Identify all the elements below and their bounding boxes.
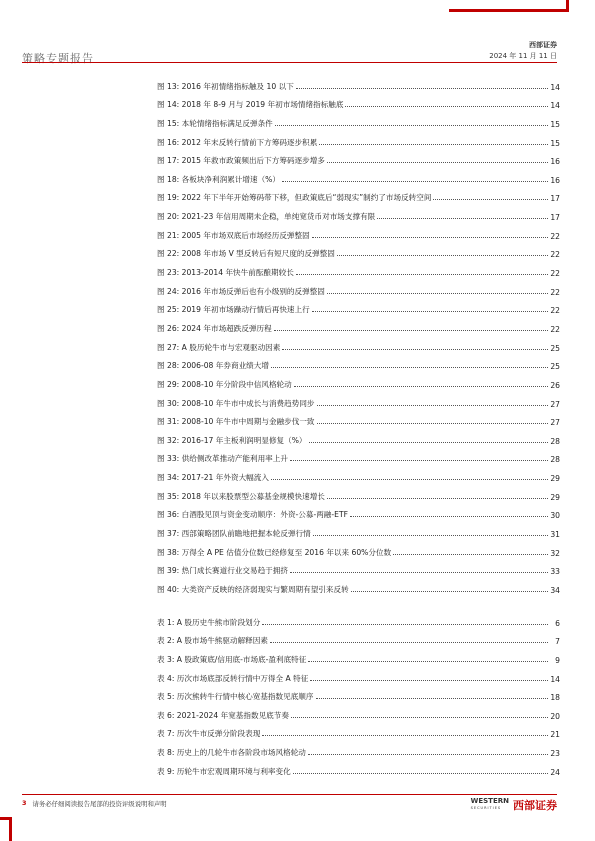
toc-entry-page: 20 (550, 711, 560, 721)
toc-entry[interactable] (157, 315, 560, 334)
toc-entry[interactable] (157, 684, 560, 703)
toc-entry-page: 26 (550, 380, 560, 390)
toc-entry-label: 图 31: 2008-10 年牛市中周期与金融步伐一致 (157, 417, 315, 427)
dot-leader (316, 698, 549, 699)
dot-leader (294, 386, 548, 387)
toc-entry-label: 图 17: 2015 年救市政策频出后下方筹码逐步增多 (157, 156, 325, 166)
toc-entry-page: 17 (550, 194, 560, 204)
toc-entry[interactable] (157, 73, 560, 92)
dot-leader (327, 498, 548, 499)
toc-entry-label: 图 20: 2021-23 年信用周期未企稳，单纯宽货币对市场支撑有限 (157, 212, 376, 222)
toc-entry[interactable] (157, 110, 560, 129)
disclaimer-text: 请务必仔细阅读报告尾部的投资评级说明和声明 (32, 800, 167, 808)
toc-entry-label: 图 16: 2012 年末反转行情前下方筹码逐步积累 (157, 137, 318, 147)
toc-entry[interactable] (157, 702, 560, 721)
header-divider (22, 62, 557, 63)
dot-leader (296, 274, 548, 275)
toc-entry[interactable] (157, 185, 560, 204)
header-date: 2024 年 11 月 11 日 (489, 52, 557, 60)
report-type-title: 策略专题报告 (22, 52, 94, 65)
toc-entry-page: 14 (550, 101, 560, 111)
dot-leader (309, 442, 548, 443)
dot-leader (270, 642, 548, 643)
dot-leader (312, 311, 548, 312)
toc-entry-label: 图 18: 各板块净利润累计增速（%） (157, 174, 280, 184)
toc-entry-label: 表 5: 历次熊转牛行情中核心宽基指数见底顺序 (157, 692, 314, 702)
toc-entry[interactable] (157, 609, 560, 628)
dot-leader (262, 624, 548, 625)
page-number: 3 (22, 799, 27, 807)
dot-leader (319, 144, 548, 145)
toc-entry-page: 24 (550, 767, 560, 777)
toc-entry-label: 表 9: 历轮牛市宏观周期环境与利率变化 (157, 766, 291, 776)
toc-entry-label: 图 40: 大类资产反映的经济弱现实与繁周期有望引来反转 (157, 584, 349, 594)
toc-entry-page: 22 (550, 287, 560, 297)
toc-entry[interactable] (157, 558, 560, 577)
toc-entry-label: 图 25: 2019 年初市场躁动行情后再快速上行 (157, 305, 310, 315)
figure-list (157, 73, 560, 595)
toc-entry-page: 22 (550, 324, 560, 334)
decorative-corner-top (449, 0, 569, 12)
logo-english (471, 798, 509, 812)
toc-entry[interactable] (157, 148, 560, 167)
toc-entry[interactable] (157, 739, 560, 758)
toc-entry[interactable] (157, 721, 560, 740)
toc-entry-page: 16 (550, 175, 560, 185)
toc-entry[interactable] (157, 502, 560, 521)
header-brand: 西部证券 (529, 41, 557, 49)
toc-entry-label: 图 19: 2022 年下半年开始筹码带下移，但政策底后“弱现实”制约了市场反转空间 (157, 193, 432, 203)
toc-entry-label: 图 27: A 股历轮牛市与宏观驱动因素 (157, 342, 281, 352)
toc-entry-label: 图 35: 2018 年以来股票型公募基金规模快速增长 (157, 491, 325, 501)
dot-leader (377, 218, 548, 219)
dot-leader (345, 106, 548, 107)
dot-leader (271, 479, 548, 480)
toc-entry-label: 表 6: 2021-2024 年宽基指数见底节奏 (157, 710, 289, 720)
toc-entry-page: 22 (550, 231, 560, 241)
footer-note (22, 799, 167, 808)
toc-entry-page: 23 (550, 749, 560, 759)
dot-leader (274, 330, 548, 331)
list-gap (157, 595, 560, 609)
toc-entry-page: 25 (550, 362, 560, 372)
toc-entry-label: 图 30: 2008-10 年牛市中成长与消费趋势同步 (157, 398, 315, 408)
toc-entry-label: 图 36: 白酒股见顶与资金变动顺序：外资-公募-两融-ETF (157, 510, 348, 520)
toc-entry-page: 27 (550, 418, 560, 428)
logo-english-main: WESTERN (470, 797, 509, 805)
dot-leader (351, 591, 548, 592)
toc-entry-page: 34 (550, 585, 560, 595)
toc-entry-label: 图 37: 西部策略团队前瞻地把握本轮反弹行情 (157, 529, 311, 539)
logo-chinese: 西部证券 (513, 799, 557, 812)
toc-entry[interactable] (157, 278, 560, 297)
toc-entry-page: 14 (550, 674, 560, 684)
footer-divider (22, 794, 557, 795)
header-meta (489, 40, 557, 62)
toc-entry-page: 27 (550, 399, 560, 409)
dot-leader (327, 293, 548, 294)
toc-entry[interactable] (157, 297, 560, 316)
toc-entry[interactable] (157, 334, 560, 353)
toc-entry-page: 29 (550, 474, 560, 484)
toc-entry-label: 图 21: 2005 年市场双底后市场经历反弹整固 (157, 230, 310, 240)
toc-entry[interactable] (157, 539, 560, 558)
toc-entry-page: 15 (550, 138, 560, 148)
toc-entry-page: 33 (550, 567, 560, 577)
toc-entry-label: 图 13: 2016 年初情绪指标触及 10 以下 (157, 81, 294, 91)
toc-entry[interactable] (157, 129, 560, 148)
dot-leader (275, 125, 548, 126)
table-list (157, 609, 560, 777)
toc-entry-label: 图 14: 2018 年 8-9 月与 2019 年初市场情绪指标触底 (157, 100, 344, 110)
dot-leader (393, 554, 548, 555)
toc-entry[interactable] (157, 390, 560, 409)
dot-leader (290, 572, 548, 573)
toc-entry[interactable] (157, 371, 560, 390)
toc-entry[interactable] (157, 353, 560, 372)
logo-english-sub: SECURITIES (470, 806, 502, 810)
toc-entry-page: 31 (550, 530, 560, 540)
toc-entry-page: 15 (550, 119, 560, 129)
toc-entry-label: 图 15: 本轮情绪指标满足反弹条件 (157, 118, 273, 128)
toc-entry[interactable] (157, 665, 560, 684)
toc-entry-page: 18 (550, 693, 560, 703)
toc-entry-page: 17 (550, 213, 560, 223)
toc-entry-label: 图 24: 2016 年市场反弹后也有小级别的反弹整固 (157, 286, 325, 296)
dot-leader (271, 367, 548, 368)
toc-entry-page: 25 (550, 343, 560, 353)
dot-leader (290, 460, 548, 461)
toc-entry-page: 22 (550, 306, 560, 316)
toc-entry-page: 30 (550, 511, 560, 521)
dot-leader (327, 162, 548, 163)
toc-entry-page: 9 (555, 655, 560, 665)
dot-leader (433, 199, 548, 200)
toc-entry[interactable] (157, 646, 560, 665)
toc-entry-page: 7 (555, 637, 560, 647)
toc-entry-label: 图 23: 2013-2014 年快牛前酝酿期较长 (157, 268, 294, 278)
toc-entry-label: 图 32: 2016-17 年主板利润明显修复（%） (157, 435, 307, 445)
toc-entry-page: 16 (550, 157, 560, 167)
dot-leader (296, 88, 548, 89)
dot-leader (313, 535, 548, 536)
company-logo (471, 797, 557, 813)
toc-entry-label: 图 39: 热门成长赛道行业交易趋于拥挤 (157, 566, 288, 576)
toc-entry[interactable] (157, 520, 560, 539)
dot-leader (293, 773, 548, 774)
toc-entry-page: 22 (550, 269, 560, 279)
toc-entry[interactable] (157, 576, 560, 595)
toc-entry-page: 22 (550, 250, 560, 260)
dot-leader (262, 735, 548, 736)
toc-entry-label: 表 1: A 股历史牛熊市阶段划分 (157, 617, 261, 627)
dot-leader (312, 237, 548, 238)
toc-entry-label: 图 22: 2008 年市场 V 型反转后有短尺度的反弹整固 (157, 249, 335, 259)
toc-entry[interactable] (157, 222, 560, 241)
dot-leader (308, 754, 548, 755)
toc-entry[interactable] (157, 166, 560, 185)
toc-entry-label: 图 38: 万得全 A PE 估值分位数已经修复至 2016 年以来 60%分位数 (157, 547, 392, 557)
decorative-corner-bottom (0, 817, 12, 841)
dot-leader (310, 680, 548, 681)
toc-entry-page: 21 (550, 730, 560, 740)
dot-leader (350, 516, 548, 517)
toc-entry-label: 表 3: A 股政策底/信用底-市场底-盈利底特征 (157, 654, 307, 664)
toc-entry-page: 28 (550, 436, 560, 446)
toc-entry-label: 图 29: 2008-10 年分阶段中信风格轮动 (157, 379, 292, 389)
toc-entry[interactable] (157, 427, 560, 446)
toc-entry-page: 14 (550, 82, 560, 92)
dot-leader (282, 181, 548, 182)
toc-entry-label: 表 2: A 股市场牛熊驱动解释因素 (157, 636, 268, 646)
dot-leader (282, 349, 548, 350)
toc-entry-label: 图 34: 2017-21 年外资大幅流入 (157, 473, 269, 483)
table-of-contents (157, 73, 560, 777)
toc-entry-label: 图 33: 供给侧改革推动产能利用率上升 (157, 454, 288, 464)
toc-entry[interactable] (157, 92, 560, 111)
toc-entry[interactable] (157, 241, 560, 260)
toc-entry-label: 表 7: 历次牛市反弹分阶段表现 (157, 729, 261, 739)
toc-entry[interactable] (157, 628, 560, 647)
toc-entry[interactable] (157, 483, 560, 502)
toc-entry[interactable] (157, 409, 560, 428)
dot-leader (317, 423, 548, 424)
toc-entry[interactable] (157, 203, 560, 222)
dot-leader (291, 717, 548, 718)
toc-entry-page: 32 (550, 548, 560, 558)
toc-entry-label: 表 8: 历史上的几轮牛市各阶段市场风格轮动 (157, 748, 306, 758)
toc-entry[interactable] (157, 259, 560, 278)
toc-entry-page: 28 (550, 455, 560, 465)
toc-entry-label: 图 26: 2024 年市场超跌反弹历程 (157, 323, 272, 333)
toc-entry[interactable] (157, 464, 560, 483)
toc-entry-page: 6 (555, 618, 560, 628)
dot-leader (337, 255, 548, 256)
toc-entry[interactable] (157, 446, 560, 465)
toc-entry-label: 表 4: 历次市场底部反转行情中万得全 A 特征 (157, 673, 309, 683)
toc-entry-label: 图 28: 2006-08 年券商业绩大增 (157, 361, 269, 371)
dot-leader (317, 405, 548, 406)
dot-leader (308, 661, 548, 662)
toc-entry-page: 29 (550, 492, 560, 502)
toc-entry[interactable] (157, 758, 560, 777)
